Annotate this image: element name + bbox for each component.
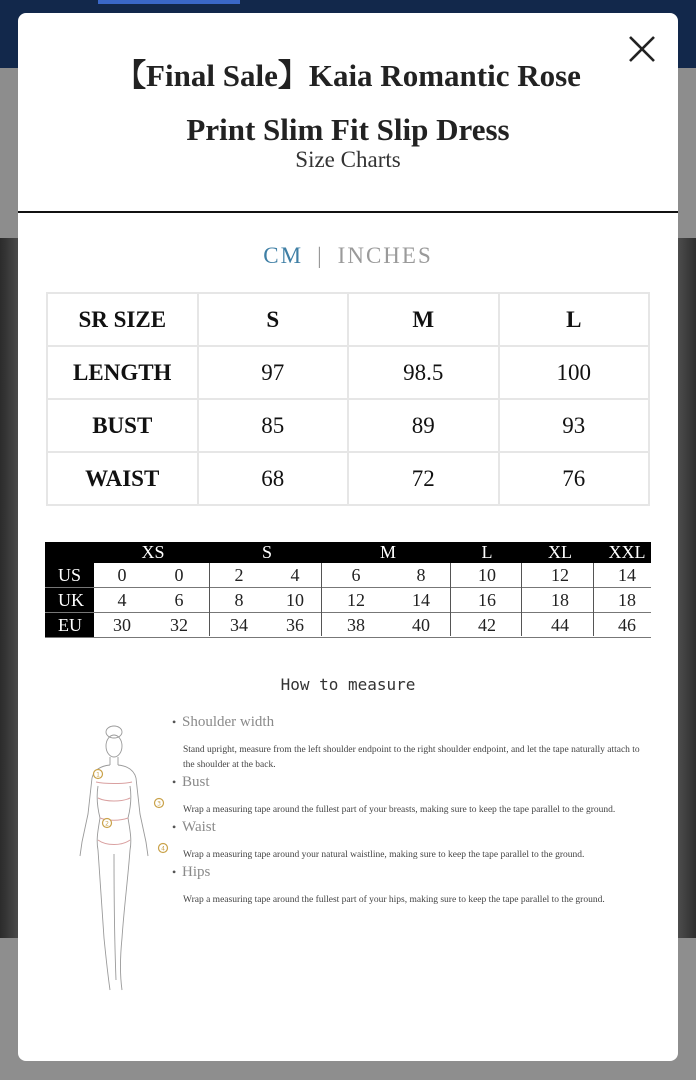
size-table — [46, 292, 650, 506]
table-cell: 97 — [198, 346, 349, 399]
conversion-cell: 46 — [618, 615, 636, 635]
conversion-cell: 10 — [286, 590, 304, 610]
conversion-size-label: XL — [548, 542, 572, 562]
table-header-cell: L — [499, 293, 650, 346]
conversion-size-label: M — [379, 542, 397, 562]
svg-text:2: 2 — [105, 820, 109, 828]
conversion-cell: 44 — [551, 615, 569, 635]
table-row — [47, 452, 649, 505]
size-conversion-chart — [45, 542, 651, 638]
table-cell: 93 — [499, 399, 650, 452]
conversion-cell: 8 — [234, 590, 244, 610]
conversion-size-label: XXL — [608, 542, 646, 562]
table-header-cell: S — [198, 293, 349, 346]
conversion-cell: 10 — [478, 565, 496, 585]
bullet-icon: • — [172, 775, 177, 789]
body-figure-illustration — [70, 718, 165, 1003]
modal-subtitle: Size Charts — [295, 147, 401, 172]
measurement-description: Wrap a measuring tape around the fullest part of your breasts, making sure to keep the tape parallel to the ground. — [183, 805, 616, 815]
bullet-icon: • — [172, 865, 177, 879]
column-divider — [209, 563, 210, 636]
measurement-name: Waist — [182, 819, 216, 835]
table-header-cell: M — [348, 293, 499, 346]
svg-text:1: 1 — [96, 771, 100, 779]
conversion-cell: 0 — [117, 565, 127, 585]
conversion-row-label: EU — [45, 613, 94, 637]
close-button[interactable] — [624, 31, 660, 67]
measurement-description: Wrap a measuring tape around your natural waistline, making sure to keep the tape parallel to the ground. — [183, 850, 585, 860]
table-cell: 68 — [198, 452, 349, 505]
table-cell: 85 — [198, 399, 349, 452]
active-nav-indicator — [98, 0, 240, 4]
column-divider — [321, 563, 322, 636]
measurement-name: Shoulder width — [182, 714, 275, 730]
conversion-size-label: S — [261, 542, 273, 562]
svg-text:3: 3 — [157, 800, 161, 808]
column-divider — [521, 563, 522, 636]
table-cell: 98.5 — [348, 346, 499, 399]
bullet-icon: • — [172, 715, 177, 729]
table-header-cell: SR SIZE — [47, 293, 198, 346]
conversion-row — [45, 613, 651, 638]
conversion-cell: 42 — [478, 615, 496, 635]
size-chart-modal — [18, 13, 678, 1061]
measurement-description: Stand upright, measure from the left shoulder endpoint to the right shoulder endpoint, and let the tape naturally attach to the shoulder at the back. — [183, 745, 640, 770]
row-label: LENGTH — [47, 346, 198, 399]
conversion-cell: 12 — [551, 565, 569, 585]
conversion-header — [45, 542, 651, 563]
table-cell: 89 — [348, 399, 499, 452]
unit-cm-tab[interactable]: CM — [263, 243, 304, 268]
how-to-measure-title: How to measure — [280, 675, 416, 694]
conversion-row-label: UK — [45, 588, 94, 612]
conversion-cell: 14 — [412, 590, 430, 610]
table-cell: 76 — [499, 452, 650, 505]
list-item — [172, 863, 652, 908]
table-row — [47, 346, 649, 399]
conversion-cell: 32 — [170, 615, 188, 635]
unit-separator: | — [317, 243, 324, 268]
conversion-cell: 18 — [551, 590, 569, 610]
bullet-icon: • — [172, 820, 177, 834]
measurement-marker-4 — [159, 844, 168, 853]
conversion-cell: 4 — [290, 565, 300, 585]
table-row — [47, 399, 649, 452]
conversion-cell: 0 — [174, 565, 184, 585]
conversion-cell: 6 — [351, 565, 361, 585]
conversion-cell: 16 — [478, 590, 496, 610]
list-item — [172, 818, 652, 863]
conversion-cell: 4 — [117, 590, 127, 610]
measurement-name: Bust — [182, 774, 210, 790]
table-cell: 72 — [348, 452, 499, 505]
measurement-marker-1 — [94, 770, 103, 779]
conversion-cell: 40 — [412, 615, 430, 635]
conversion-size-label: L — [481, 542, 493, 562]
conversion-row-label: US — [45, 563, 94, 587]
conversion-row — [45, 563, 651, 588]
conversion-cell: 14 — [618, 565, 636, 585]
conversion-cell: 34 — [230, 615, 248, 635]
conversion-cell: 36 — [286, 615, 304, 635]
list-item — [172, 713, 652, 773]
unit-inches-tab[interactable]: INCHES — [337, 243, 433, 268]
row-label: WAIST — [47, 452, 198, 505]
conversion-cell: 38 — [347, 615, 365, 635]
conversion-row — [45, 588, 651, 613]
list-item — [172, 773, 652, 818]
conversion-cell: 12 — [347, 590, 365, 610]
conversion-cell: 30 — [113, 615, 131, 635]
measurement-description: Wrap a measuring tape around the fullest part of your hips, making sure to keep the tape parallel to the ground. — [183, 895, 605, 905]
table-cell: 100 — [499, 346, 650, 399]
measurement-marker-2 — [103, 819, 112, 828]
modal-title: 【Final Sale】Kaia Romantic Rose Print Slim Fit Slip Dress — [115, 58, 581, 147]
measurement-name: Hips — [182, 864, 211, 880]
measurement-marker-3 — [155, 799, 164, 808]
table-header-row — [47, 293, 649, 346]
conversion-cell: 2 — [234, 565, 244, 585]
column-divider — [450, 563, 451, 636]
svg-text:4: 4 — [161, 845, 165, 853]
conversion-cell: 18 — [618, 590, 636, 610]
conversion-cell: 8 — [416, 565, 426, 585]
conversion-cell: 6 — [174, 590, 184, 610]
unit-toggle — [18, 243, 678, 269]
header-divider — [18, 211, 678, 213]
column-divider — [593, 563, 594, 636]
conversion-size-label: XS — [141, 542, 165, 562]
row-label: BUST — [47, 399, 198, 452]
close-icon — [624, 31, 660, 67]
